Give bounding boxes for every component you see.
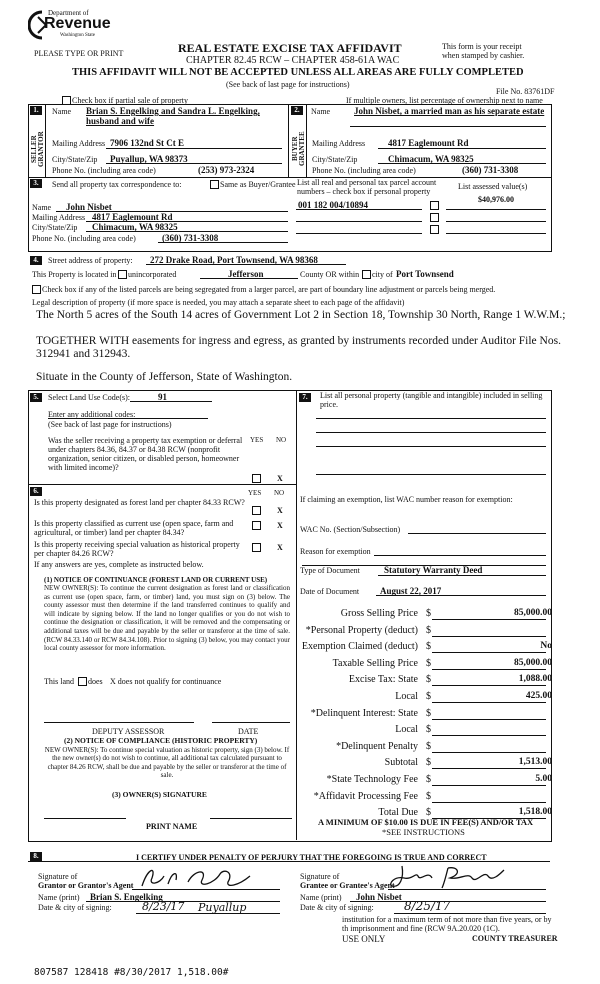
perjury-note-1: institution for a maximum term of not more than five years, or by xyxy=(342,915,552,924)
tax-row-underline xyxy=(432,785,546,786)
grantor-date-label: Date & city of signing: xyxy=(38,903,112,912)
tax-row-value[interactable]: 85,000.00 xyxy=(514,608,552,618)
doc-type-label: Type of Document xyxy=(300,566,360,575)
notice-compliance-title: (2) NOTICE OF COMPLIANCE (HISTORIC PROPERTY) xyxy=(64,736,258,745)
grantee-date[interactable]: 8/25/17 xyxy=(404,899,451,913)
corr-mailing[interactable]: 4817 Eaglemount Rd xyxy=(92,212,173,222)
file-number: File No. 83761DF xyxy=(496,87,555,96)
legal-description-3: Situate in the County of Jefferson, State of Washington. xyxy=(36,371,293,383)
print-name-label: PRINT NAME xyxy=(146,822,198,831)
grantor-signature xyxy=(138,864,258,892)
tax-row-currency: $ xyxy=(426,708,431,719)
partial-sale-label: Check box if partial sale of property xyxy=(72,96,188,105)
cashier-stamp: 807587 128418 #8/30/2017 1,518.00# xyxy=(34,967,229,978)
legal-description-label: Legal description of property (if more space is needed, you may attach a separate sheet to each page of the affidavit) xyxy=(32,298,405,307)
if-yes-note: If any answers are yes, complete as instructed below. xyxy=(34,560,204,569)
owner-signature-label: (3) OWNER(S) SIGNATURE xyxy=(112,790,207,799)
grantee-name[interactable]: John Nisbet xyxy=(356,892,402,902)
deputy-assessor-label: DEPUTY ASSESSOR xyxy=(92,727,165,736)
tax-row-label: Excise Tax: State xyxy=(348,674,418,685)
buyer-phone[interactable]: (360) 731-3308 xyxy=(462,165,519,175)
additional-codes-label: Enter any additional codes: xyxy=(48,410,136,419)
receipt-note-2: when stamped by cashier. xyxy=(442,51,525,60)
tax-row-label: Taxable Selling Price xyxy=(332,658,418,669)
form-chapter: CHAPTER 82.45 RCW – CHAPTER 458-61A WAC xyxy=(186,55,400,66)
tax-row-underline xyxy=(432,735,546,736)
seller-name-line1[interactable]: Brian S. Engelking and Sandra L. Engelking, xyxy=(86,106,260,116)
tax-row-currency: $ xyxy=(426,641,431,652)
forest-question: Is this property designated as forest land per chapter 84.33 RCW? xyxy=(34,498,245,507)
grantee-sig-label-1: Signature of xyxy=(300,872,340,881)
parcel-header-1: List all real and personal tax parcel account xyxy=(297,178,437,187)
tax-row-label: Local xyxy=(395,724,418,735)
deputy-date-label: DATE xyxy=(238,727,259,736)
grantor-sig-label-1: Signature of xyxy=(38,872,78,881)
corr-mailing-label: Mailing Address xyxy=(32,213,86,222)
tax-row-value[interactable]: 1,088.00 xyxy=(518,674,552,684)
grantee-sig-label-2: Grantee or Grantee's Agent xyxy=(300,881,395,890)
corr-phone[interactable]: (360) 731-3308 xyxy=(162,233,219,243)
unincorporated-label: unincorporated xyxy=(128,270,177,279)
seller-side-label: SELLER GRANTOR xyxy=(30,131,45,167)
tax-row-value[interactable]: 5.00 xyxy=(535,774,552,784)
notice-continuance-body: NEW OWNER(S): To continue the current designation as forest land or classification as current use (open space, farm, or timber) land, you must sign on (3) below. The county assessor must then determine if the land transferred continues to qualify and will indicate by signing below. If the land no longer qualifies or you do not wish to continue the designation or classification, it will be removed and the compensating or additional taxes will be due and payable by the seller or transferor at the time of sale. (RCW 84.33.140 or RCW 84.34.108). Prior to signing (3) below, you may contact your local county assessor for more information. xyxy=(44,584,290,653)
land-use-see-back: (See back of last page for instructions) xyxy=(48,420,172,429)
tax-row-underline xyxy=(432,752,546,753)
buyer-city[interactable]: Chimacum, WA 98325 xyxy=(388,154,474,164)
tax-row-currency: $ xyxy=(426,658,431,669)
tax-row-underline xyxy=(432,719,546,720)
buyer-side-label: BUYER GRANTEE xyxy=(291,131,306,167)
street-label: Street address of property: xyxy=(48,256,133,265)
current-use-question: Is this property classified as current use (open space, farm and agricultural, or timber) land per chapter 84.34? xyxy=(34,519,234,537)
grantor-city[interactable]: Puyallup xyxy=(198,901,247,914)
tax-row-label: Total Due xyxy=(378,807,418,818)
reason-label: Reason for exemption xyxy=(300,547,371,556)
tax-row-underline xyxy=(432,669,546,670)
tax-row-underline xyxy=(432,652,546,653)
forest-yes-checkbox[interactable] xyxy=(252,506,261,515)
notice-continuance-title: (1) NOTICE OF CONTINUANCE (FOREST LAND OR CURRENT USE) xyxy=(44,576,268,584)
corr-name-label: Name xyxy=(32,203,52,212)
unincorporated-checkbox[interactable] xyxy=(118,270,127,279)
county-name[interactable]: Jefferson xyxy=(228,269,264,279)
form-title: REAL ESTATE EXCISE TAX AFFIDAVIT xyxy=(178,41,402,55)
tax-row-currency: $ xyxy=(426,608,431,619)
section-6-number: 6. xyxy=(30,487,42,496)
tax-row-value[interactable]: 1,518.00 xyxy=(518,807,552,817)
tax-row-currency: $ xyxy=(426,724,431,735)
tax-row-currency: $ xyxy=(426,691,431,702)
tax-row-underline xyxy=(432,802,546,803)
tax-row-value[interactable]: No xyxy=(540,641,552,651)
q5-yes-header: YES xyxy=(250,436,264,444)
tax-row-underline xyxy=(432,636,546,637)
segregated-checkbox[interactable] xyxy=(32,285,41,294)
this-land-label: This land xyxy=(44,677,74,686)
tax-row-value[interactable]: 1,513.00 xyxy=(518,757,552,767)
seller-name-line2[interactable]: husband and wife xyxy=(86,116,155,126)
tax-row-label: Subtotal xyxy=(384,757,418,768)
seller-phone[interactable]: (253) 973-2324 xyxy=(198,165,255,175)
corr-city-label: City/State/Zip xyxy=(32,223,78,232)
section-2-number: 2. xyxy=(291,106,303,115)
section-3-number: 3. xyxy=(30,179,42,188)
land-use-label: Select Land Use Code(s): xyxy=(48,393,130,402)
seller-name-label: Name xyxy=(52,107,72,116)
historic-question: Is this property receiving special valuation as historical property per chapter 84.26 RCW? xyxy=(34,540,240,558)
tax-row-label: *Personal Property (deduct) xyxy=(305,625,418,636)
see-back-note: (See back of last page for instructions) xyxy=(226,80,350,89)
tax-row-underline xyxy=(432,619,546,620)
notice-compliance-body: NEW OWNER(S): To continue special valuation as historic property, sign (3) below. If the new owner(s) do not wish to continue, all additional tax calculated pursuant to chapter 84.26 RCW, shall be due and payable by the seller or transferor at the time of sale. xyxy=(44,746,290,780)
grantee-name-label: Name (print) xyxy=(300,893,342,902)
property-city[interactable]: Port Townsend xyxy=(396,269,454,279)
logo-name: Revenue xyxy=(44,15,111,32)
seller-phone-label: Phone No. (including area code) xyxy=(52,166,156,175)
tax-row-label: *Delinquent Interest: State xyxy=(310,708,418,719)
section-7-number: 7. xyxy=(299,393,311,402)
seller-mailing-label: Mailing Address xyxy=(52,139,106,148)
grantor-name[interactable]: Brian S. Engelking xyxy=(90,892,163,902)
wac-number-label: WAC No. (Section/Subsection) xyxy=(300,525,401,534)
tax-row-currency: $ xyxy=(426,774,431,785)
section-5-number: 5. xyxy=(30,393,42,402)
segregated-note: Check box if any of the listed parcels are being segregated from a larger parcel, are part of boundary line adjustment or parcels being merged. xyxy=(42,285,496,294)
section-4-number: 4. xyxy=(30,256,42,265)
buyer-city-label: City/State/Zip xyxy=(312,155,358,164)
legal-description-2: TOGETHER WITH easements for ingress and egress, as granted by instruments recorded under Auditor File Nos. 312941 and 312943. xyxy=(36,335,561,360)
historic-no-answer[interactable]: X xyxy=(277,543,283,552)
doc-type[interactable]: Statutory Warranty Deed xyxy=(384,565,483,575)
doc-date[interactable]: August 22, 2017 xyxy=(380,586,442,596)
see-instructions-note: *SEE INSTRUCTIONS xyxy=(382,827,465,837)
parcel-2-personal-checkbox[interactable] xyxy=(430,213,439,222)
minimum-fee-note: A MINIMUM OF $10.00 IS DUE IN FEE(S) AND/OR TAX xyxy=(318,817,534,827)
county-treasurer-label: COUNTY TREASURER xyxy=(472,934,558,943)
historic-yes-checkbox[interactable] xyxy=(252,543,261,552)
section-8-number: 8. xyxy=(30,852,42,861)
assessed-header: List assessed value(s) xyxy=(458,182,528,191)
perjury-note-2: th imprisonment and fine (RCW 9A.20.020 (1C). xyxy=(342,924,500,933)
buyer-phone-label: Phone No. (including area code) xyxy=(312,166,416,175)
tax-row-underline xyxy=(432,768,546,769)
exemption-question: Was the seller receiving a property tax exemption or deferral under chapters 84.36, 84.37 or 84.38 RCW (nonprofit organization, senior citizen, or disabled person, homeowner with limited income)? xyxy=(48,436,243,472)
exemption-wac-label: If claiming an exemption, list WAC number reason for exemption: xyxy=(300,495,513,504)
tax-row-underline xyxy=(432,685,546,686)
corr-city[interactable]: Chimacum, WA 98325 xyxy=(92,222,178,232)
tax-row-label: Gross Selling Price xyxy=(340,608,418,619)
parcel-header-2: numbers – check box if personal property xyxy=(297,187,431,196)
tax-row-label: *State Technology Fee xyxy=(326,774,418,785)
assessed-value[interactable]: $40,976.00 xyxy=(478,195,514,204)
current-use-no-answer[interactable]: X xyxy=(277,521,283,530)
doc-date-label: Date of Document xyxy=(300,587,360,596)
tax-row-currency: $ xyxy=(426,757,431,768)
q6-yes-header: YES xyxy=(248,489,262,497)
city-checkbox[interactable] xyxy=(362,270,371,279)
buyer-name-line1[interactable]: John Nisbet, a married man as his separate estate xyxy=(354,106,545,116)
buyer-mailing-label: Mailing Address xyxy=(312,139,366,148)
does-qualify-checkbox[interactable] xyxy=(78,677,87,686)
tax-row-currency: $ xyxy=(426,674,431,685)
tax-row-currency: $ xyxy=(426,791,431,802)
buyer-name-label: Name xyxy=(311,107,331,116)
grantor-date[interactable]: 8/23/17 xyxy=(142,900,185,913)
grantor-name-label: Name (print) xyxy=(38,893,80,902)
receipt-note-1: This form is your receipt xyxy=(442,42,522,51)
q5-yes-checkbox[interactable] xyxy=(252,474,261,483)
seller-mailing[interactable]: 7906 132nd St Ct E xyxy=(110,138,185,148)
buyer-mailing[interactable]: 4817 Eaglemount Rd xyxy=(388,138,469,148)
does-not-label: X does not qualify for continuance xyxy=(110,677,222,686)
located-in-label: This Property is located in xyxy=(32,270,117,279)
seller-city-label: City/State/Zip xyxy=(52,155,98,164)
county-or-label: County OR within xyxy=(300,270,360,279)
tax-row-value[interactable]: 425.00 xyxy=(525,691,552,701)
personal-property-label: List all personal property (tangible and intangible) included in selling price. xyxy=(320,391,543,409)
tax-row-currency: $ xyxy=(426,807,431,818)
parcel-number[interactable]: 001 182 004/10894 xyxy=(298,200,369,210)
section-1-number: 1. xyxy=(30,106,42,115)
logo-dept: Department of xyxy=(48,9,89,17)
q5-no-header: NO xyxy=(276,436,287,444)
corr-name[interactable]: John Nisbet xyxy=(66,202,112,212)
tax-row-value[interactable]: 85,000.00 xyxy=(514,658,552,668)
tax-row-underline xyxy=(432,702,546,703)
tax-row-label: Exemption Claimed (deduct) xyxy=(301,641,418,652)
form-warning: THIS AFFIDAVIT WILL NOT BE ACCEPTED UNLESS ALL AREAS ARE FULLY COMPLETED xyxy=(72,67,524,78)
forest-no-answer[interactable]: X xyxy=(277,506,283,515)
q5-no-answer[interactable]: X xyxy=(277,474,283,483)
tax-row-currency: $ xyxy=(426,741,431,752)
same-as-buyer-label: Same as Buyer/Grantee xyxy=(220,180,296,189)
seller-city[interactable]: Puyallup, WA 98373 xyxy=(110,154,188,164)
tax-row-currency: $ xyxy=(426,625,431,636)
multiple-owners-note: If multiple owners, list percentage of ownership next to name xyxy=(346,96,543,105)
land-use-code[interactable]: 91 xyxy=(158,392,167,402)
corr-phone-label: Phone No. (including area code) xyxy=(32,234,136,243)
correspondence-label: Send all property tax correspondence to: xyxy=(52,180,182,189)
parcel-1-personal-checkbox[interactable] xyxy=(430,201,439,210)
city-of-label: city of xyxy=(372,270,393,279)
use-only-label: USE ONLY xyxy=(342,934,386,944)
street-address[interactable]: 272 Drake Road, Port Townsend, WA 98368 xyxy=(150,255,318,265)
same-as-buyer-checkbox[interactable] xyxy=(210,180,219,189)
grantee-signature xyxy=(388,862,508,892)
q6-no-header: NO xyxy=(274,489,285,497)
current-use-yes-checkbox[interactable] xyxy=(252,521,261,530)
grantor-sig-label-2: Grantor or Grantor's Agent xyxy=(38,881,134,890)
logo-state: Washington State xyxy=(60,33,96,38)
legal-description-1: The North 5 acres of the South 14 acres of Government Lot 2 in Section 18, Township 30 North, Range 1 W.W.M.; xyxy=(36,309,566,321)
certify-statement: I CERTIFY UNDER PENALTY OF PERJURY THAT THE FOREGOING IS TRUE AND CORRECT xyxy=(136,853,487,862)
does-label: does xyxy=(88,677,103,686)
tax-row-label: Local xyxy=(395,691,418,702)
please-type: PLEASE TYPE OR PRINT xyxy=(34,49,124,58)
grantee-date-label: Date & city of signing: xyxy=(300,903,374,912)
parcel-3-personal-checkbox[interactable] xyxy=(430,225,439,234)
tax-row-label: *Affidavit Processing Fee xyxy=(313,791,418,802)
tax-row-label: *Delinquent Penalty xyxy=(336,741,418,752)
